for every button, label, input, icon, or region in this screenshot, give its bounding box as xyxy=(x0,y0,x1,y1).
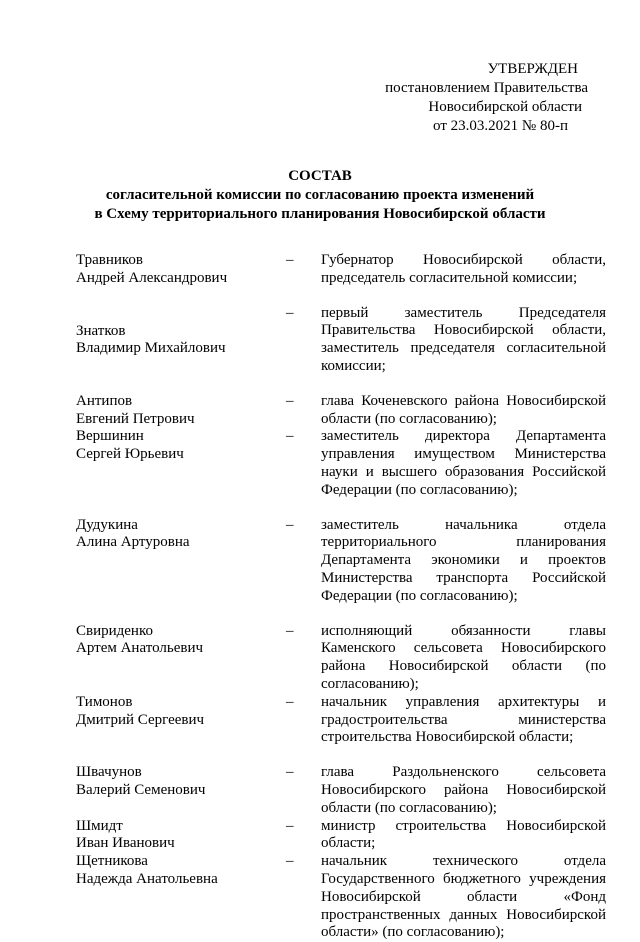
member-position: первый заместитель Председателя Правительства Новосибирской области, заместитель председателя согласительной комиссии; xyxy=(321,304,606,374)
member-position: глава Коченевского района Новосибирской области (по согласованию); xyxy=(321,392,606,427)
approval-line-resolution: постановлением Правительства xyxy=(385,80,588,96)
title-heading: СОСТАВ xyxy=(288,168,352,184)
member-position: глава Раздольненского сельсовета Новосибирского района Новосибирской области (по согласованию); xyxy=(321,764,606,816)
member-row xyxy=(76,853,606,942)
member-name: Свириденко Артем Анатольевич xyxy=(76,622,204,657)
document-title xyxy=(0,167,640,224)
title-subtitle-line1: согласительной комиссии по согласованию проекта изменений xyxy=(105,187,535,203)
title-subtitle-line2: в Схему территориального планирования Новосибирской области xyxy=(94,206,546,222)
member-name: Тимонов Дмитрий Сергеевич xyxy=(76,693,205,728)
member-row xyxy=(76,428,606,516)
dash-separator: – xyxy=(286,622,294,639)
member-name: Антипов Евгений Петрович xyxy=(76,392,195,427)
dash-separator: – xyxy=(286,817,294,834)
dash-separator: – xyxy=(286,392,294,409)
member-name: Знатков Владимир Михайлович xyxy=(76,322,226,357)
member-name: Травников Андрей Александрович xyxy=(76,252,228,286)
member-name: Вершинин Сергей Юрьевич xyxy=(76,428,184,463)
dash-separator: – xyxy=(286,693,294,710)
approval-line-region: Новосибирской области xyxy=(428,99,582,115)
members-table xyxy=(76,252,606,942)
member-row xyxy=(76,393,606,429)
member-position: заместитель директора Департамента управления имуществом Министерства науки и высшего образования Российской Федерации (по согласованию); xyxy=(321,428,606,498)
approval-stamp xyxy=(340,60,590,136)
member-name: Дудукина Алина Артуровна xyxy=(76,516,190,551)
member-row xyxy=(76,694,606,764)
member-row xyxy=(76,623,606,694)
approval-line-approved: УТВЕРЖДЕН xyxy=(487,61,578,77)
member-row xyxy=(76,764,606,817)
approval-line-date-number: от 23.03.2021 № 80-п xyxy=(433,118,568,134)
member-row xyxy=(76,305,606,393)
member-name: Щетникова Надежда Анатольевна xyxy=(76,853,218,887)
member-position: исполняющий обязанности главы Каменского сельсовета Новосибирского района Новосибирской области (по согласованию); xyxy=(321,622,606,692)
dash-separator: – xyxy=(286,764,294,781)
member-row xyxy=(76,517,606,623)
member-row xyxy=(76,252,606,305)
dash-separator: – xyxy=(286,304,294,321)
member-name: Швачунов Валерий Семенович xyxy=(76,764,206,798)
dash-separator: – xyxy=(286,252,294,268)
dash-separator: – xyxy=(286,428,294,445)
member-position: министр строительства Новосибирской области; xyxy=(321,817,606,852)
member-position: начальник технического отдела Государственного бюджетного учреждения Новосибирской области «Фонд пространственных данных Новосибирской области» (по согласованию); xyxy=(321,853,606,941)
member-position: Губернатор Новосибирской области, председатель согласительной комиссии; xyxy=(321,252,606,286)
member-position: начальник управления архитектуры и градостроительства министерства строительства Новосибирской области; xyxy=(321,693,606,746)
member-position: заместитель начальника отдела территориального планирования Департамента экономики и проектов Министерства транспорта Российской Федерации (по согласованию); xyxy=(321,516,606,604)
dash-separator: – xyxy=(286,853,294,870)
member-row xyxy=(76,818,606,854)
member-name: Шмидт Иван Иванович xyxy=(76,817,175,852)
dash-separator: – xyxy=(286,516,294,533)
